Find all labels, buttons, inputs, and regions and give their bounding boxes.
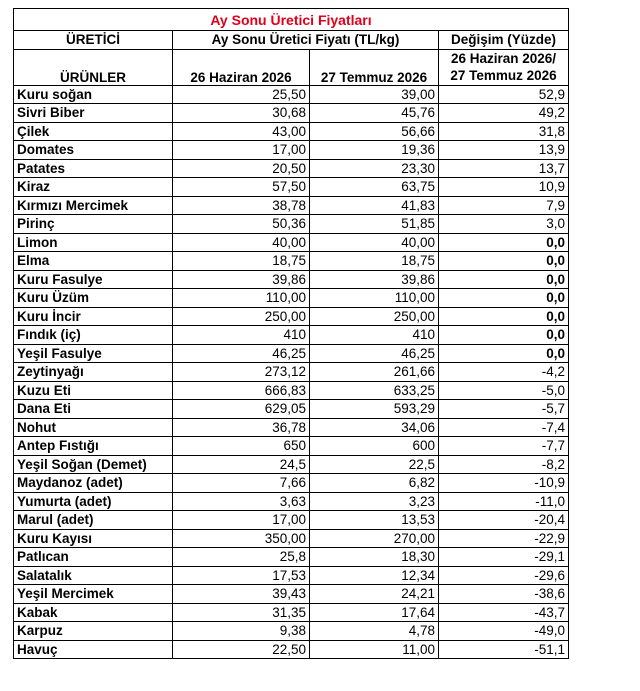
price-june-cell: 17,00 (173, 511, 310, 530)
price-june-cell: 43,00 (173, 122, 310, 141)
price-group-header: Ay Sonu Üretici Fiyatı (TL/kg) (173, 31, 439, 50)
change-cell: 0,0 (439, 289, 569, 308)
price-june-cell: 273,12 (173, 363, 310, 382)
change-cell: 3,0 (439, 215, 569, 234)
change-header: Değişim (Yüzde) (439, 31, 569, 50)
product-cell: Yeşil Fasulye (14, 344, 173, 363)
change-cell: -5,0 (439, 381, 569, 400)
price-june-cell: 666,83 (173, 381, 310, 400)
table-row (14, 585, 569, 604)
table-row (14, 437, 569, 456)
price-july-cell: 45,76 (310, 104, 439, 123)
change-cell: 13,9 (439, 141, 569, 160)
title-row (14, 9, 569, 31)
header-row-1 (14, 31, 569, 50)
table-row (14, 270, 569, 289)
price-june-cell: 46,25 (173, 344, 310, 363)
price-june-cell: 17,00 (173, 141, 310, 160)
product-cell: Antep Fıstığı (14, 437, 173, 456)
price-july-cell: 18,30 (310, 548, 439, 567)
table-row (14, 326, 569, 345)
product-cell: Kırmızı Mercimek (14, 196, 173, 215)
table-row (14, 178, 569, 197)
price-july-cell: 46,25 (310, 344, 439, 363)
price-june-cell: 39,43 (173, 585, 310, 604)
table-row (14, 196, 569, 215)
price-july-cell: 18,75 (310, 252, 439, 271)
product-cell: Kabak (14, 603, 173, 622)
price-july-cell: 12,34 (310, 566, 439, 585)
change-cell: 49,2 (439, 104, 569, 123)
price-july-cell: 270,00 (310, 529, 439, 548)
price-june-cell: 50,36 (173, 215, 310, 234)
price-june-cell: 410 (173, 326, 310, 345)
table-row (14, 344, 569, 363)
product-cell: Nohut (14, 418, 173, 437)
change-cell: -11,0 (439, 492, 569, 511)
date1-header: 26 Haziran 2026 (173, 49, 310, 85)
change-period-header (439, 49, 569, 85)
price-june-cell: 3,63 (173, 492, 310, 511)
table-row (14, 418, 569, 437)
change-cell: -43,7 (439, 603, 569, 622)
price-july-cell: 261,66 (310, 363, 439, 382)
price-june-cell: 57,50 (173, 178, 310, 197)
price-june-cell: 40,00 (173, 233, 310, 252)
product-cell: Pirinç (14, 215, 173, 234)
change-cell: 52,9 (439, 85, 569, 104)
product-cell: Domates (14, 141, 173, 160)
price-july-cell: 56,66 (310, 122, 439, 141)
product-cell: Maydanoz (adet) (14, 474, 173, 493)
table-row (14, 363, 569, 382)
price-july-cell: 34,06 (310, 418, 439, 437)
price-june-cell: 350,00 (173, 529, 310, 548)
table-row (14, 548, 569, 567)
price-june-cell: 38,78 (173, 196, 310, 215)
change-cell: 0,0 (439, 307, 569, 326)
product-cell: Dana Eti (14, 400, 173, 419)
product-cell: Yeşil Soğan (Demet) (14, 455, 173, 474)
product-cell: Çilek (14, 122, 173, 141)
change-cell: -38,6 (439, 585, 569, 604)
table-title: Ay Sonu Üretici Fiyatları (14, 9, 569, 31)
price-july-cell: 6,82 (310, 474, 439, 493)
price-july-cell: 3,23 (310, 492, 439, 511)
table-row (14, 566, 569, 585)
price-july-cell: 593,29 (310, 400, 439, 419)
product-cell: Kuru soğan (14, 85, 173, 104)
price-july-cell: 633,25 (310, 381, 439, 400)
product-cell: Kuru Üzüm (14, 289, 173, 308)
price-june-cell: 18,75 (173, 252, 310, 271)
price-june-cell: 25,50 (173, 85, 310, 104)
price-july-cell: 17,64 (310, 603, 439, 622)
producer-header: ÜRETİCİ (14, 31, 173, 50)
price-june-cell: 110,00 (173, 289, 310, 308)
price-july-cell: 63,75 (310, 178, 439, 197)
price-june-cell: 20,50 (173, 159, 310, 178)
price-june-cell: 17,53 (173, 566, 310, 585)
price-july-cell: 11,00 (310, 640, 439, 659)
price-july-cell: 22,5 (310, 455, 439, 474)
price-july-cell: 19,36 (310, 141, 439, 160)
product-cell: Yumurta (adet) (14, 492, 173, 511)
table-row (14, 252, 569, 271)
product-cell: Limon (14, 233, 173, 252)
change-cell: -10,9 (439, 474, 569, 493)
table-row (14, 85, 569, 104)
change-period-line-1: 26 Haziran 2026/ (450, 51, 557, 66)
change-cell: 0,0 (439, 233, 569, 252)
price-june-cell: 30,68 (173, 104, 310, 123)
change-cell: 10,9 (439, 178, 569, 197)
table-row (14, 492, 569, 511)
price-june-cell: 31,35 (173, 603, 310, 622)
product-cell: Fındık (iç) (14, 326, 173, 345)
price-july-cell: 250,00 (310, 307, 439, 326)
product-cell: Kuru Fasulye (14, 270, 173, 289)
change-cell: -8,2 (439, 455, 569, 474)
change-cell: -7,7 (439, 437, 569, 456)
product-cell: Karpuz (14, 622, 173, 641)
change-cell: 0,0 (439, 270, 569, 289)
table-row (14, 474, 569, 493)
table-row (14, 455, 569, 474)
change-cell: 0,0 (439, 344, 569, 363)
change-cell: -7,4 (439, 418, 569, 437)
price-june-cell: 9,38 (173, 622, 310, 641)
price-july-cell: 51,85 (310, 215, 439, 234)
table-row (14, 122, 569, 141)
change-cell: 13,7 (439, 159, 569, 178)
price-june-cell: 39,86 (173, 270, 310, 289)
price-june-cell: 650 (173, 437, 310, 456)
product-cell: Sivri Biber (14, 104, 173, 123)
price-july-cell: 110,00 (310, 289, 439, 308)
table-row (14, 529, 569, 548)
price-july-cell: 40,00 (310, 233, 439, 252)
table-row (14, 159, 569, 178)
product-cell: Zeytinyağı (14, 363, 173, 382)
table-row (14, 233, 569, 252)
product-cell: Marul (adet) (14, 511, 173, 530)
price-july-cell: 39,86 (310, 270, 439, 289)
product-cell: Kuru Kayısı (14, 529, 173, 548)
price-july-cell: 13,53 (310, 511, 439, 530)
change-cell: 0,0 (439, 252, 569, 271)
change-cell: -29,6 (439, 566, 569, 585)
product-cell: Salatalık (14, 566, 173, 585)
table-row (14, 622, 569, 641)
price-june-cell: 629,05 (173, 400, 310, 419)
table-row (14, 511, 569, 530)
price-july-cell: 600 (310, 437, 439, 456)
price-june-cell: 250,00 (173, 307, 310, 326)
price-july-cell: 4,78 (310, 622, 439, 641)
product-cell: Havuç (14, 640, 173, 659)
change-cell: 31,8 (439, 122, 569, 141)
change-cell: 7,9 (439, 196, 569, 215)
products-header: ÜRÜNLER (14, 49, 173, 85)
date2-header: 27 Temmuz 2026 (310, 49, 439, 85)
product-cell: Elma (14, 252, 173, 271)
change-cell: -29,1 (439, 548, 569, 567)
table-row (14, 104, 569, 123)
change-cell: -22,9 (439, 529, 569, 548)
price-table (13, 8, 569, 659)
price-june-cell: 36,78 (173, 418, 310, 437)
header-row-2 (14, 49, 569, 85)
change-cell: -5,7 (439, 400, 569, 419)
price-july-cell: 24,21 (310, 585, 439, 604)
table-row (14, 289, 569, 308)
price-july-cell: 23,30 (310, 159, 439, 178)
change-period-line-2: 27 Temmuz 2026 (450, 68, 557, 83)
price-july-cell: 41,83 (310, 196, 439, 215)
product-cell: Kiraz (14, 178, 173, 197)
change-cell: -51,1 (439, 640, 569, 659)
table-row (14, 381, 569, 400)
table-row (14, 141, 569, 160)
change-cell: -49,0 (439, 622, 569, 641)
price-june-cell: 22,50 (173, 640, 310, 659)
change-cell: 0,0 (439, 326, 569, 345)
table-row (14, 603, 569, 622)
table-row (14, 640, 569, 659)
table-row (14, 307, 569, 326)
product-cell: Patlıcan (14, 548, 173, 567)
table-row (14, 400, 569, 419)
change-cell: -20,4 (439, 511, 569, 530)
price-june-cell: 7,66 (173, 474, 310, 493)
price-june-cell: 24,5 (173, 455, 310, 474)
product-cell: Kuru İncir (14, 307, 173, 326)
table-row (14, 215, 569, 234)
product-cell: Kuzu Eti (14, 381, 173, 400)
product-cell: Yeşil Mercimek (14, 585, 173, 604)
price-july-cell: 410 (310, 326, 439, 345)
change-cell: -4,2 (439, 363, 569, 382)
product-cell: Patates (14, 159, 173, 178)
price-june-cell: 25,8 (173, 548, 310, 567)
price-july-cell: 39,00 (310, 85, 439, 104)
